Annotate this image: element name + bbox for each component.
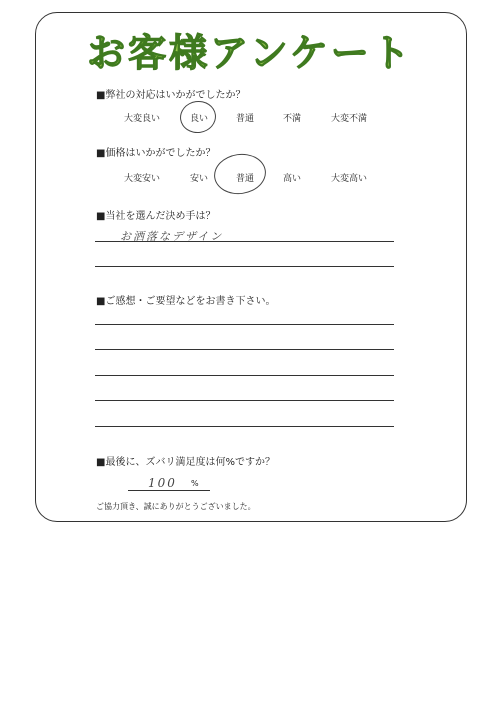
- q1-option[interactable]: 大変良い: [124, 114, 161, 124]
- q5-question: ■最後に、ズバリ満足度は何%ですか？: [96, 457, 275, 468]
- q5-handwritten-answer: 100: [148, 476, 177, 490]
- q2-option[interactable]: 高い: [283, 174, 302, 184]
- q4-question: ■ご感想・ご要望などをお書き下さい。: [96, 296, 276, 307]
- answer-line: [95, 349, 394, 350]
- q2-option-selected[interactable]: 普通: [236, 174, 255, 184]
- q1-question: ■弊社の対応はいかがでしたか？: [96, 90, 246, 101]
- q2-option[interactable]: 大変高い: [331, 174, 368, 184]
- page-title: お客様アンケート: [87, 31, 413, 75]
- answer-line: [95, 400, 394, 401]
- answer-line: [95, 266, 394, 267]
- q1-option[interactable]: 普通: [236, 114, 255, 124]
- answer-line: [95, 426, 394, 427]
- percent-answer-line: [128, 490, 210, 491]
- q1-option[interactable]: 不満: [283, 114, 302, 124]
- answer-line: [95, 324, 394, 325]
- thank-you-note: ご協力頂き、誠にありがとうございました。: [96, 502, 256, 511]
- q3-question: ■当社を選んだ決め手は？: [96, 211, 216, 222]
- answer-line: [95, 241, 394, 242]
- q1-options: [0, 111, 500, 127]
- q3-handwritten-answer: お洒落なデザイン: [120, 230, 224, 243]
- q2-option[interactable]: 安い: [190, 174, 209, 184]
- q1-option[interactable]: 大変不満: [331, 114, 368, 124]
- answer-line: [95, 375, 394, 376]
- q2-option[interactable]: 大変安い: [124, 174, 161, 184]
- q2-question: ■価格はいかがでしたか？: [96, 148, 216, 159]
- q1-option-selected[interactable]: 良い: [190, 114, 209, 124]
- percent-unit: %: [191, 479, 199, 488]
